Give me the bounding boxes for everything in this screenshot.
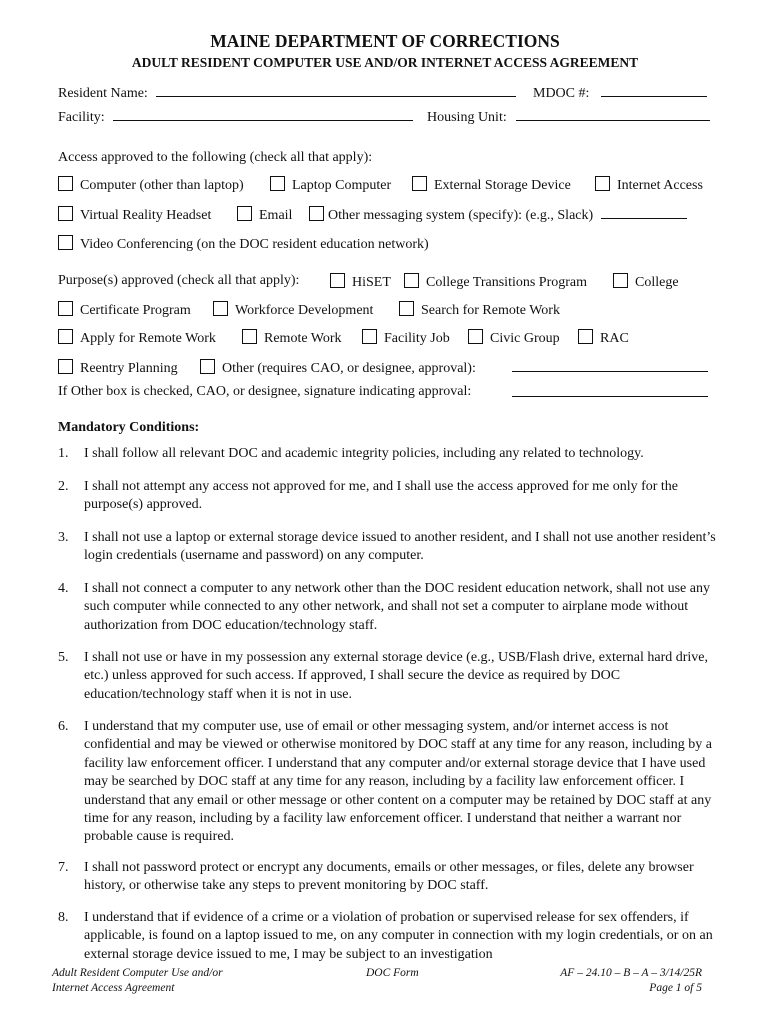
access-option-other-messaging[interactable]: Other messaging system (specify): (e.g., Slack) [309,206,687,224]
purpose-option-college[interactable]: College [613,273,679,291]
access-option-email[interactable]: Email [237,206,292,224]
checkbox[interactable] [412,176,427,191]
access-option-external-storage[interactable]: External Storage Device [412,176,571,194]
checkbox[interactable] [58,206,73,221]
access-option-vr-headset[interactable]: Virtual Reality Headset [58,206,211,224]
checkbox[interactable] [595,176,610,191]
purpose-option-civic-group[interactable]: Civic Group [468,329,560,347]
form-title: ADULT RESIDENT COMPUTER USE AND/OR INTERNET ACCESS AGREEMENT [131,55,639,70]
other-messaging-field[interactable] [601,206,687,219]
department-title: MAINE DEPARTMENT OF CORRECTIONS [210,31,560,51]
footer-form-code: AF – 24.10 – B – A – 3/14/25R Page 1 of 5 [560,967,702,994]
condition-item-5: 5. I shall not use or have in my possession any external storage device (e.g., USB/Flash drive, external hard drive, etc.) unless approved for such access. If approved, I shall secure the device as required by DOC education/technology staff when it is not in use. [58,650,709,702]
purpose-option-rac[interactable]: RAC [578,329,629,347]
purpose-option-apply-remote-work[interactable]: Apply for Remote Work [58,329,216,347]
resident-name-row [58,84,516,102]
purpose-option-hiset[interactable]: HiSET [330,273,391,291]
facility-field[interactable] [113,108,413,121]
checkbox[interactable] [213,301,228,316]
checkbox[interactable] [330,273,345,288]
checkbox[interactable] [200,359,215,374]
checkbox[interactable] [468,329,483,344]
purpose-option-college-transitions[interactable]: College Transitions Program [404,273,587,291]
access-option-computer[interactable]: Computer (other than laptop) [58,176,244,194]
checkbox[interactable] [270,176,285,191]
checkbox[interactable] [578,329,593,344]
resident-name-label: Resident Name: [58,86,148,101]
checkbox[interactable] [58,301,73,316]
mdoc-field[interactable] [601,84,707,97]
purpose-option-remote-work[interactable]: Remote Work [242,329,342,347]
condition-item-7: 7. I shall not password protect or encrypt any documents, emails or other messages, or files, delete any browser history, or otherwise take any steps to prevent monitoring by DOC staff. [58,860,694,894]
other-signature-label: If Other box is checked, CAO, or designee, signature indicating approval: [58,384,472,399]
checkbox[interactable] [404,273,419,288]
footer-form-name: Adult Resident Computer Use and/or Internet Access Agreement [52,967,223,994]
footer-doc-form: DOC Form [366,967,419,979]
housing-label: Housing Unit: [427,110,507,125]
housing-row [427,108,710,126]
resident-name-field[interactable] [156,84,516,97]
cao-signature-field[interactable] [512,384,708,397]
purpose-option-certificate[interactable]: Certificate Program [58,301,191,319]
purpose-option-other[interactable]: Other (requires CAO, or designee, approval): [200,359,476,377]
purpose-option-facility-job[interactable]: Facility Job [362,329,450,347]
access-option-internet[interactable]: Internet Access [595,176,703,194]
mdoc-row [533,84,707,102]
housing-field[interactable] [516,108,710,121]
checkbox[interactable] [58,359,73,374]
purpose-heading: Purpose(s) approved (check all that apply): [58,273,300,288]
page-number: Page 1 of 5 [649,982,702,994]
checkbox[interactable] [58,235,73,250]
facility-row [58,108,413,126]
mdoc-label: MDOC #: [533,86,590,101]
checkbox[interactable] [242,329,257,344]
checkbox[interactable] [58,329,73,344]
checkbox[interactable] [613,273,628,288]
checkbox[interactable] [399,301,414,316]
checkbox[interactable] [237,206,252,221]
purpose-option-search-remote-work[interactable]: Search for Remote Work [399,301,560,319]
other-purpose-field[interactable] [512,359,708,372]
other-purpose-field-wrap [512,359,708,377]
access-option-laptop[interactable]: Laptop Computer [270,176,391,194]
condition-item-6: 6. I understand that my computer use, use of email or other messaging system, and/or internet access is not confidential and may be viewed or otherwise monitored by DOC staff at any time for any reason, including by a facility law enforcement officer. I understand that any computer and/or external storage device that I have used may be searched by DOC staff at any time for any reason, including by a facility law enforcement officer. I understand that any email or other message or other content on a computer may be retained by DOC staff at any time for any reason, including by a facility law enforcement officer. I understand that neither a warrant nor probable cause is required. [58,719,713,845]
access-heading: Access approved to the following (check all that apply): [58,150,373,165]
purpose-option-workforce[interactable]: Workforce Development [213,301,373,319]
condition-item-2: 2. I shall not attempt any access not approved for me, and I shall use the access approved for me only for the purpose(s) approved. [58,479,679,513]
condition-item-1: 1. I shall follow all relevant DOC and academic integrity policies, including any related to technology. [58,446,644,461]
mandatory-conditions-heading: Mandatory Conditions: [58,420,200,435]
condition-item-4: 4. I shall not connect a computer to any network other than the DOC resident education network, shall not use any such computer while connected to any other network, and shall not set a computer to airplane mode without authorization from DOC education/technology staff. [58,581,710,633]
other-signature-field-wrap [512,384,708,402]
access-option-video-conferencing[interactable]: Video Conferencing (on the DOC resident education network) [58,235,429,253]
condition-item-8: 8. I understand that if evidence of a crime or a violation of probation or supervised release for sex offenders, if applicable, is found on a laptop issued to me, on any computer in connection with my login credentials, or on an external storage device issued to me, I may be subject to an investigation [58,910,713,962]
checkbox[interactable] [58,176,73,191]
purpose-option-reentry-planning[interactable]: Reentry Planning [58,359,178,377]
checkbox[interactable] [362,329,377,344]
condition-item-3: 3. I shall not use a laptop or external storage device issued to another resident, and I shall not use another resident’s login credentials (username and password) on any computer. [58,530,716,564]
facility-label: Facility: [58,110,105,125]
checkbox[interactable] [309,206,324,221]
